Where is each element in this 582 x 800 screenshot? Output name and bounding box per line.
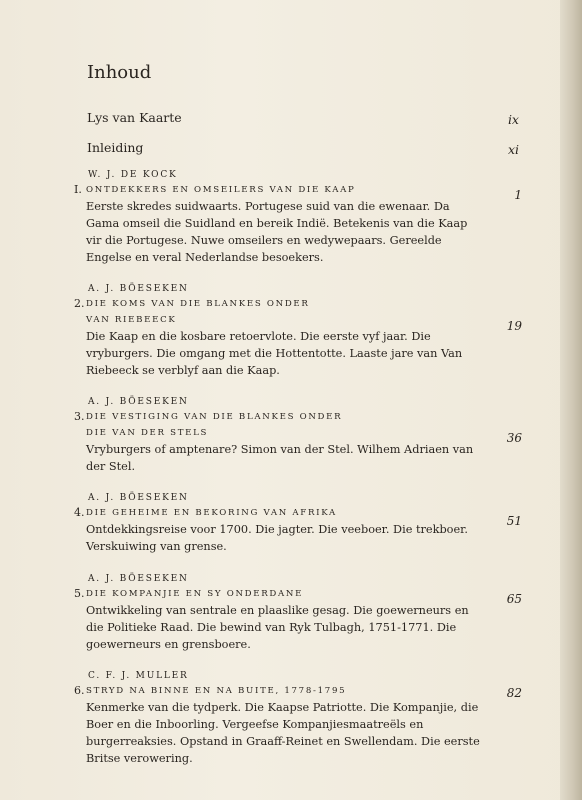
chapter-entry-3 (74, 395, 522, 475)
chapter-heading (74, 182, 522, 198)
chapter-entry-5 (74, 572, 522, 653)
chapter-number: I. (74, 183, 82, 196)
chapter-number: 6. (74, 684, 85, 697)
chapter-heading-line: ONTDEKKERS EN OMSEILERS VAN DIE KAAP (86, 185, 356, 195)
chapter-description: Vryburgers of amptenare? Simon van der Stel. Wilhem Adriaen van der Stel. (86, 443, 474, 473)
chapter-heading (74, 425, 522, 441)
chapter-description: Die Kaap en die kosbare retoervlote. Die eerste vyf jaar. Die vryburgers. Die omgang met die Hottentotte. Laaste jare van Van Riebeeck se verblyf aan die Kaap. (86, 330, 463, 377)
chapter-description: Eerste skredes suidwaarts. Portugese suid van die ewenaar. Da Gama omseil die Suidland en bereik Indië. Betekenis van die Kaap vir die Portugese. Nuwe omseilers en wedywераars. Gereelde Engelse en veral Nederlandse besoekers. (86, 200, 468, 264)
chapter-heading-line: DIE VESTIGING VAN DIE BLANKES ONDER (86, 412, 343, 422)
chapter-heading-line: DIE GEHEIME EN BEKORING VAN AFRIKA (86, 508, 337, 518)
chapter-number: 3. (74, 410, 85, 423)
entry-label: Inleiding (87, 140, 144, 155)
chapter-number: 5. (74, 587, 85, 600)
front-matter-entry-introduction (87, 140, 519, 155)
chapter-entry-2 (74, 282, 522, 379)
front-matter-entry-maps (87, 110, 519, 125)
chapter-number: 4. (74, 506, 85, 519)
chapter-entry-6 (74, 669, 522, 767)
entry-label: Lys van Kaarte (87, 110, 182, 125)
chapter-page: 65 (506, 592, 522, 606)
chapter-heading-line: DIE KOMPANJIE EN SY ONDERDANE (86, 589, 304, 599)
entry-page: xi (507, 142, 519, 157)
chapter-entry-1 (74, 168, 522, 266)
chapter-heading (74, 683, 522, 699)
chapter-description: Ontwikkeling van sentrale en plaaslike gesag. Die goewerneurs en die Politieke Raad. Die bewind van Ryk Tulbagh, 1751-1771. Die goewerneurs en grensboere. (86, 604, 469, 651)
chapter-heading-line: DIE VAN DER STELS (86, 428, 209, 438)
chapter-page: 19 (506, 319, 522, 333)
chapter-author: A. J. BÖESEKEN (88, 493, 189, 503)
entry-page: ix (507, 112, 519, 127)
chapter-author: W. J. DE KOCK (88, 170, 178, 180)
chapter-heading-line: VAN RIEBEECK (86, 315, 177, 325)
chapter-number: 2. (74, 297, 85, 310)
chapter-entry-4 (74, 491, 522, 555)
page-title: Inhoud (87, 62, 152, 83)
chapter-heading (74, 312, 522, 328)
chapter-page: 36 (506, 431, 522, 445)
chapter-heading (74, 505, 522, 521)
chapter-page: 51 (506, 514, 522, 528)
chapter-heading-line: STRYD NA BINNE EN NA BUITE, 1778-1795 (86, 686, 347, 696)
chapter-heading (74, 409, 522, 425)
chapter-heading (74, 586, 522, 602)
chapter-author: C. F. J. MULLER (88, 671, 189, 681)
chapter-description: Kenmerke van die tydperk. Die Kaapse Patriotte. Die Kompanjie, die Boer en die Inboorling. Vergeefse Kompanjiesmaatreëls en burgerreaksies. Opstand in Graaff-Reinet en Swellendam. Die eerste Britse verowering. (86, 701, 480, 765)
page-spine-shadow (560, 0, 582, 800)
chapter-heading-line: DIE KOMS VAN DIE BLANKES ONDER (86, 299, 310, 309)
chapter-author: A. J. BÖESEKEN (88, 284, 189, 294)
chapter-heading (74, 296, 522, 312)
chapter-page: 82 (506, 686, 522, 700)
chapter-page: 1 (514, 188, 522, 202)
chapter-author: A. J. BÖESEKEN (88, 397, 189, 407)
chapter-description: Ontdekkingsreise voor 1700. Die jagter. Die veeboer. Die trekboer. Verskuiwing van grense. (86, 523, 468, 553)
chapter-author: A. J. BÖESEKEN (88, 574, 189, 584)
